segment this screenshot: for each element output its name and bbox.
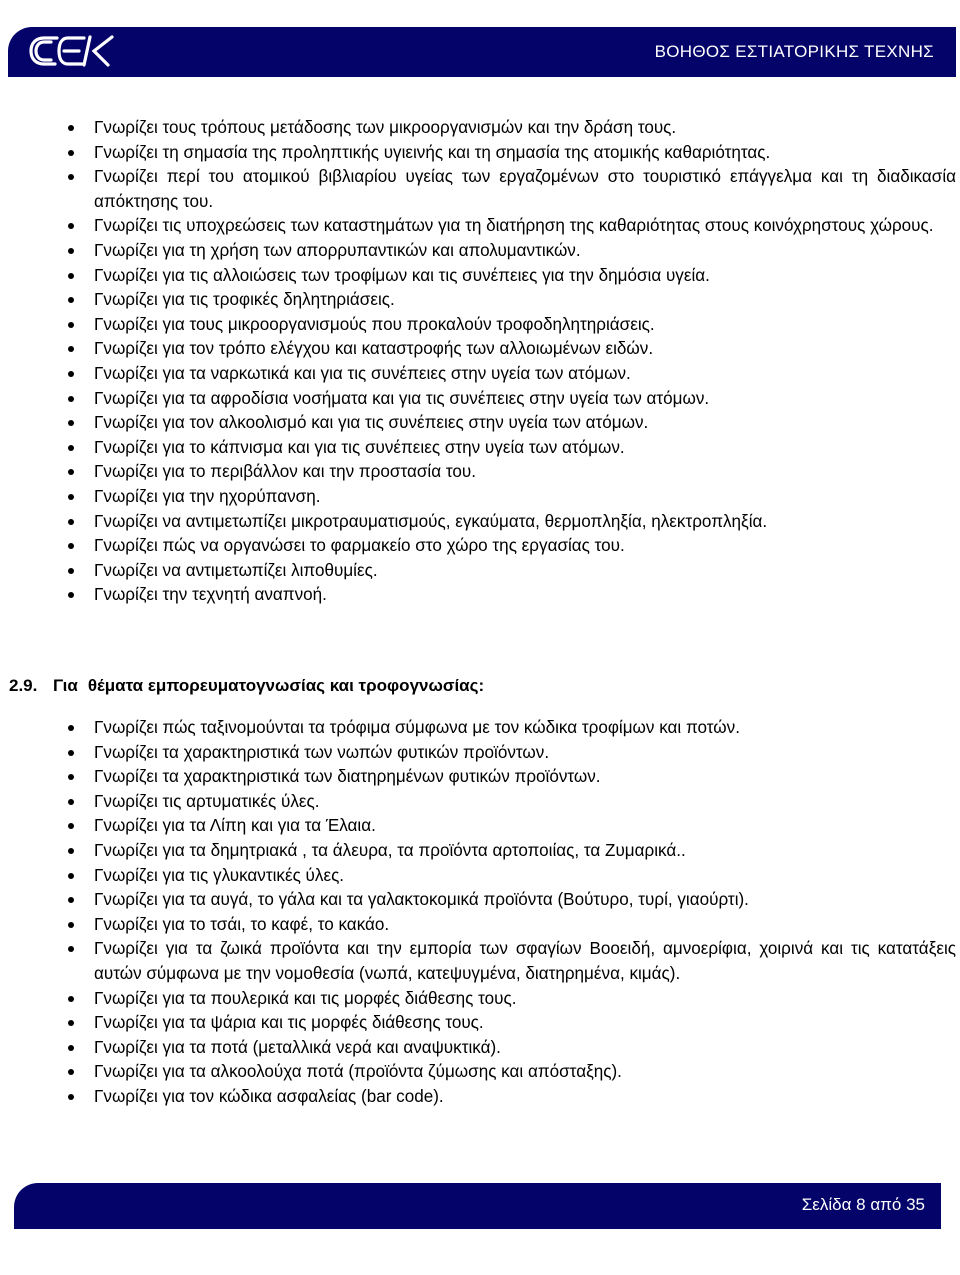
list-item: Γνωρίζει τα χαρακτηριστικά των νωπών φυτικών προϊόντων. <box>0 741 960 766</box>
list-item: Γνωρίζει τις υποχρεώσεις των καταστημάτων για τη διατήρηση της καθαριότητας στους κοινόχρηστους χώρους. <box>0 214 960 239</box>
list-item: Γνωρίζει για τον τρόπο ελέγχου και καταστροφής των αλλοιωμένων ειδών. <box>0 337 960 362</box>
list-item: Γνωρίζει για τους μικροοργανισμούς που προκαλούν τροφοδηλητηριάσεις. <box>0 313 960 338</box>
list-item: Γνωρίζει για τις γλυκαντικές ύλες. <box>0 864 960 889</box>
list-item: Γνωρίζει για τα αφροδίσια νοσήματα και για τις συνέπειες στην υγεία των ατόμων. <box>0 387 960 412</box>
cek-logo <box>24 30 116 72</box>
list-item: Γνωρίζει να αντιμετωπίζει μικροτραυματισμούς, εγκαύματα, θερμοπληξία, ηλεκτροπληξία. <box>0 510 960 535</box>
list-item: Γνωρίζει την τεχνητή αναπνοή. <box>0 583 960 608</box>
list-item: Γνωρίζει τις αρτυματικές ύλες. <box>0 790 960 815</box>
list-item: Γνωρίζει για τα ψάρια και τις μορφές διάθεσης τους. <box>0 1011 960 1036</box>
list-item: Γνωρίζει για το τσάι, το καφέ, το κακάο. <box>0 913 960 938</box>
list-item: Γνωρίζει να αντιμετωπίζει λιποθυμίες. <box>0 559 960 584</box>
hygiene-skills-list <box>0 116 960 608</box>
section-number: 2.9. <box>9 676 38 695</box>
list-item: Γνωρίζει για τα πουλερικά και τις μορφές διάθεσης τους. <box>0 987 960 1012</box>
list-item: Γνωρίζει για τον κώδικα ασφαλείας (bar code). <box>0 1085 960 1110</box>
list-item: Γνωρίζει για τα ναρκωτικά και για τις συνέπειες στην υγεία των ατόμων. <box>0 362 960 387</box>
list-item: Γνωρίζει για το περιβάλλον και την προστασία του. <box>0 460 960 485</box>
document-title: ΒΟΗΘΟΣ ΕΣΤΙΑΤΟΡΙΚΗΣ ΤΕΧΝΗΣ <box>654 42 934 61</box>
list-item: Γνωρίζει για τα αλκοολούχα ποτά (προϊόντα ζύμωσης και απόσταξης). <box>0 1060 960 1085</box>
list-item: Γνωρίζει πώς ταξινομούνται τα τρόφιμα σύμφωνα με τον κώδικα τροφίμων και ποτών. <box>0 716 960 741</box>
list-item: Γνωρίζει περί του ατομικού βιβλιαρίου υγείας των εργαζομένων στο τουριστικό επάγγελμα και τη διαδικασία απόκτησης του. <box>0 165 960 214</box>
list-item: Γνωρίζει για τα αυγά, το γάλα και τα γαλακτοκομικά προϊόντα (Βούτυρο, τυρί, γιαούρτι). <box>0 888 960 913</box>
list-item: Γνωρίζει για τα δημητριακά , τα άλευρα, τα προϊόντα αρτοποιίας, τα Ζυμαρικά.. <box>0 839 960 864</box>
header-bar <box>8 27 956 77</box>
list-item: Γνωρίζει για τα ποτά (μεταλλικά νερά και αναψυκτικά). <box>0 1036 960 1061</box>
page-number: Σελίδα 8 από 35 <box>801 1195 925 1214</box>
section-prefix: Για <box>53 676 78 695</box>
section-heading <box>9 676 484 696</box>
section-title: θέματα εμπορευματογνωσίας και τροφογνωσίας: <box>87 676 485 695</box>
list-item: Γνωρίζει τα χαρακτηριστικά των διατηρημένων φυτικών προϊόντων. <box>0 765 960 790</box>
list-item: Γνωρίζει για τη χρήση των απορρυπαντικών και απολυμαντικών. <box>0 239 960 264</box>
list-item: Γνωρίζει για τον αλκοολισμό και για τις συνέπειες στην υγεία των ατόμων. <box>0 411 960 436</box>
list-item: Γνωρίζει πώς να οργανώσει το φαρμακείο στο χώρο της εργασίας του. <box>0 534 960 559</box>
list-item: Γνωρίζει για το κάπνισμα και για τις συνέπειες στην υγεία των ατόμων. <box>0 436 960 461</box>
list-item: Γνωρίζει για τις αλλοιώσεις των τροφίμων και τις συνέπειες για την δημόσια υγεία. <box>0 264 960 289</box>
list-item: Γνωρίζει τους τρόπους μετάδοσης των μικροοργανισμών και την δράση τους. <box>0 116 960 141</box>
list-item: Γνωρίζει για την ηχορύπανση. <box>0 485 960 510</box>
food-knowledge-list <box>0 716 960 1110</box>
list-item: Γνωρίζει για τα Λίπη και για τα Έλαια. <box>0 814 960 839</box>
footer-bar <box>14 1183 941 1229</box>
list-item: Γνωρίζει τη σημασία της προληπτικής υγιεινής και τη σημασία της ατομικής καθαριότητας. <box>0 141 960 166</box>
list-item: Γνωρίζει για τα ζωικά προϊόντα και την εμπορία των σφαγίων Βοοειδή, αμνοερίφια, χοιρινά και τις κατατάξεις αυτών σύμφωνα με την νομοθεσία (νωπά, κατεψυγμένα, διατηρημένα, κιμάς). <box>0 937 960 986</box>
list-item: Γνωρίζει για τις τροφικές δηλητηριάσεις. <box>0 288 960 313</box>
